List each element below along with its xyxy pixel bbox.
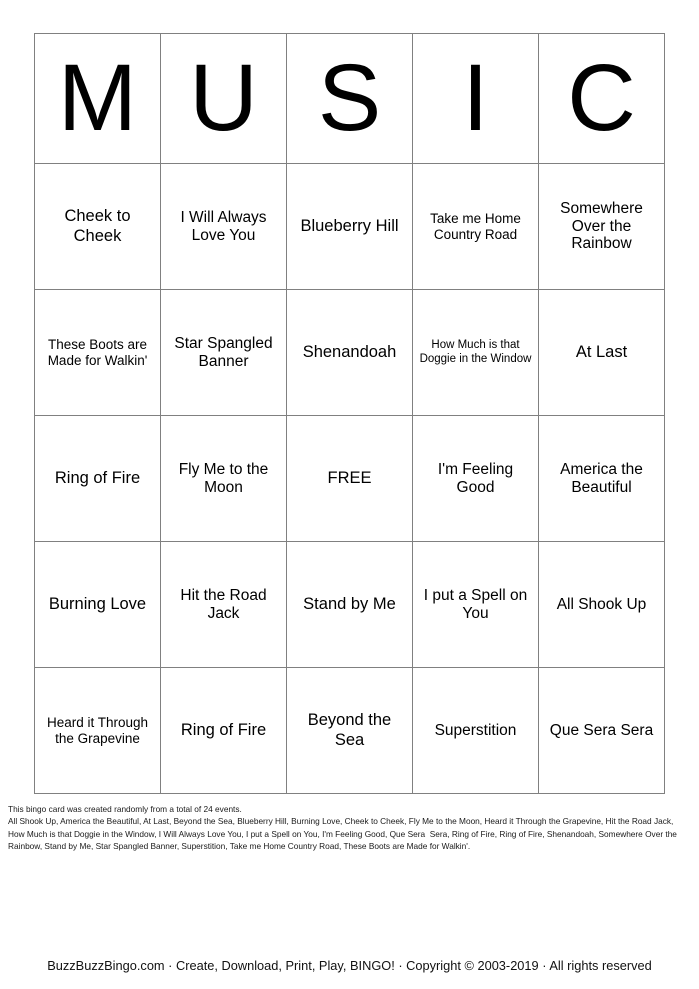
bingo-cell[interactable]: I'm Feeling Good [413, 416, 539, 542]
bingo-cell[interactable]: Somewhere Over the Rainbow [539, 164, 665, 290]
bingo-cell[interactable]: Burning Love [35, 542, 161, 668]
fineprint-block [8, 803, 692, 852]
bingo-row [35, 542, 665, 668]
bingo-card-grid [34, 33, 665, 794]
bingo-cell[interactable]: Star Spangled Banner [161, 290, 287, 416]
bingo-cell[interactable]: Hit the Road Jack [161, 542, 287, 668]
bingo-row [35, 164, 665, 290]
bingo-cell[interactable]: I put a Spell on You [413, 542, 539, 668]
bingo-cell[interactable]: Superstition [413, 668, 539, 794]
bingo-cells-body [35, 164, 665, 794]
bingo-header-row [35, 34, 665, 164]
header-letter-0: M [35, 34, 161, 164]
bingo-cell[interactable]: Ring of Fire [161, 668, 287, 794]
bingo-cell[interactable]: These Boots are Made for Walkin' [35, 290, 161, 416]
bingo-cell[interactable]: America the Beautiful [539, 416, 665, 542]
bingo-cell[interactable]: All Shook Up [539, 542, 665, 668]
bingo-cell[interactable]: Take me Home Country Road [413, 164, 539, 290]
header-letter-4: C [539, 34, 665, 164]
bingo-cell[interactable]: Fly Me to the Moon [161, 416, 287, 542]
bingo-cell[interactable]: Cheek to Cheek [35, 164, 161, 290]
bingo-cell[interactable]: How Much is that Doggie in the Window [413, 290, 539, 416]
bingo-row [35, 668, 665, 794]
bingo-cell[interactable]: Que Sera Sera [539, 668, 665, 794]
header-letter-2: S [287, 34, 413, 164]
bingo-row [35, 290, 665, 416]
bingo-cell[interactable]: Stand by Me [287, 542, 413, 668]
header-letter-1: U [161, 34, 287, 164]
header-letter-3: I [413, 34, 539, 164]
bingo-row [35, 416, 665, 542]
bingo-cell[interactable]: Beyond the Sea [287, 668, 413, 794]
bingo-cell[interactable]: Ring of Fire [35, 416, 161, 542]
fineprint-event-list: All Shook Up, America the Beautiful, At Last, Beyond the Sea, Blueberry Hill, Burning Love, Cheek to Cheek, Fly Me to the Moon, Heard it Through the Grapevine, Hit the Road Jack, How Much is that Doggie in the Window, I Will Always Love You, I put a Spell on You, I'm Feeling Good, Que Sera Sera, Ring of Fire, Ring of Fire, Shenandoah, Somewhere Over the Rainbow, Stand by Me, Star Spangled Banner, Superstition, Take me Home Country Road, These Boots are Made for Walkin'. [8, 816, 680, 851]
bingo-cell[interactable]: Blueberry Hill [287, 164, 413, 290]
bingo-cell-free[interactable]: FREE [287, 416, 413, 542]
bingo-cell[interactable]: At Last [539, 290, 665, 416]
bingo-cell[interactable]: I Will Always Love You [161, 164, 287, 290]
fineprint-intro: This bingo card was created randomly from a total of 24 events. [8, 804, 242, 814]
bingo-cell[interactable]: Shenandoah [287, 290, 413, 416]
bingo-cell[interactable]: Heard it Through the Grapevine [35, 668, 161, 794]
footer-credit: BuzzBuzzBingo.com · Create, Download, Print, Play, BINGO! · Copyright © 2003-2019 · All rights reserved [47, 958, 652, 973]
